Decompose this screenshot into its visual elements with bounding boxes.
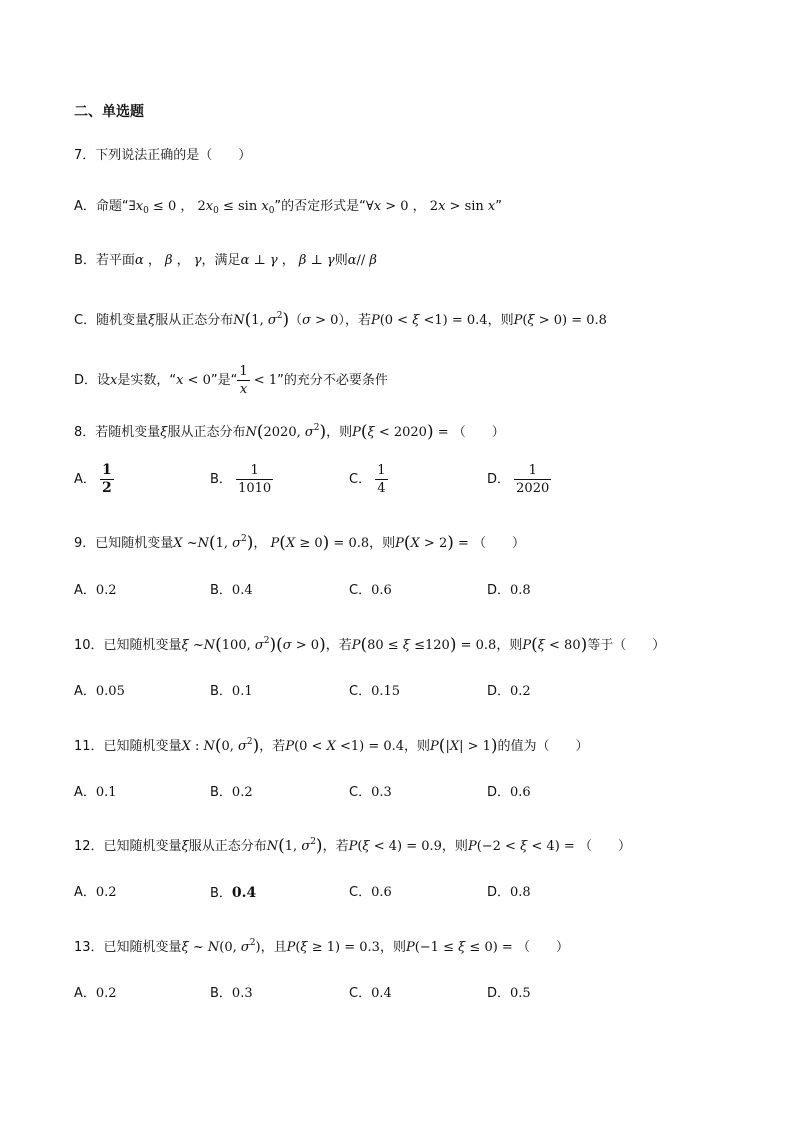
- option-d[interactable]: D．0.8: [487, 885, 531, 900]
- math-expression: N(1, $\sigma^2$): [233, 310, 290, 330]
- math-expression: P(|X| > 1): [430, 736, 498, 756]
- option-d[interactable]: D．0.5: [487, 986, 531, 1001]
- math-fraction: $\frac{1}{x}$: [239, 364, 248, 397]
- option-d[interactable]: D． $\frac{1}{2020}$: [487, 463, 550, 496]
- option-a[interactable]: A．0.2: [74, 986, 117, 1001]
- question-number: 7．: [74, 148, 96, 163]
- option-c[interactable]: C．0.3: [349, 785, 392, 800]
- option-b[interactable]: B．0.3: [210, 986, 253, 1001]
- question-9-stem: 9．已知随机变量X ~N(1, $\sigma^2$)， P(X ≥ 0) = 0.8，则P(X > 2) = （ ）: [74, 533, 526, 553]
- question-text: 下列说法正确的是（ ）: [95, 148, 252, 163]
- math-expression: N(2020, $\sigma^2$): [245, 422, 327, 442]
- math-expression: ξ ~ N(0, $\sigma^2$): [181, 938, 261, 955]
- question-10-stem: 10．已知随机变量ξ ~N(100, $\sigma^2)(\sigma > 0)$，若P(80 ≤ ξ ≤120) = 0.8，则P(ξ < 80)等于（ ）: [74, 635, 666, 655]
- math-fraction: $\frac{1}{4}$: [377, 463, 386, 496]
- math-expression: P(ξ ≥ 1) = 0.3: [286, 940, 380, 955]
- option-a[interactable]: A．0.05: [74, 684, 125, 699]
- option-c[interactable]: C．0.4: [349, 986, 392, 1001]
- question-13-stem: 13．已知随机变量ξ ~ N(0, $\sigma^2$)，且P(ξ ≥ 1) = 0.3，则P(−1 ≤ ξ ≤ 0) = （ ）: [74, 938, 569, 955]
- math-expression: α// β: [347, 253, 377, 268]
- math-expression: P(−1 ≤ ξ ≤ 0) =: [405, 940, 517, 955]
- question-number: 8．: [74, 425, 96, 440]
- math-expression: X ~N(1, $\sigma^2$)， P(X ≥ 0) = 0.8: [173, 533, 370, 553]
- question-7-option-a: A．命题“$\exists x_0 \le 0$ ， $2x_0 \le \sin x_0$”的否定形式是“∀x > 0 ， 2x > sin x”: [74, 199, 503, 216]
- option-a[interactable]: A．0.2: [74, 885, 117, 900]
- math-expression: ∀x > 0 ， 2x > sin x: [365, 199, 496, 214]
- math-expression: P(ξ < 4) = 0.9: [348, 839, 442, 854]
- question-7-option-c: C．随机变量ξ服从正态分布N(1, $\sigma^2)(\sigma > 0)$，若P(0 < ξ <1) = 0.4，则P(ξ > 0) = 0.8: [74, 310, 607, 330]
- option-c[interactable]: C．0.15: [349, 684, 401, 699]
- math-expression: N(1, $\sigma^2$): [266, 836, 323, 856]
- option-c[interactable]: C． $\frac{1}{4}$: [349, 463, 386, 496]
- option-a[interactable]: A． $\frac{1}{2}$: [74, 462, 112, 496]
- math-expression: P(80 ≤ ξ ≤120) = 0.8: [351, 635, 497, 655]
- option-b[interactable]: B．0.1: [210, 684, 253, 699]
- question-number: 12．: [74, 839, 104, 854]
- question-number: 10．: [74, 638, 104, 653]
- math-expression: P(ξ < 80): [522, 635, 588, 655]
- option-c[interactable]: C．0.6: [349, 885, 392, 900]
- option-a[interactable]: A．0.1: [74, 785, 117, 800]
- option-d[interactable]: D．0.6: [487, 785, 531, 800]
- math-expression: ξ ~N(100, $\sigma^2)(\sigma > 0)$: [181, 635, 326, 655]
- question-number: 13．: [74, 940, 104, 955]
- math-expression: X : N(0, $\sigma^2$): [181, 736, 260, 756]
- option-d[interactable]: D．0.2: [487, 684, 531, 699]
- option-b[interactable]: B．0.4: [210, 885, 257, 901]
- math-expression: x < 0: [176, 373, 211, 388]
- math-fraction: $\frac{1}{2}$: [102, 462, 112, 496]
- question-7-option-b: B．若平面α ， β ， γ，满足α ⊥ γ ， β ⊥ γ则α// β: [74, 253, 377, 268]
- math-expression: P(0 < X <1) = 0.4: [285, 739, 405, 754]
- math-fraction: $\frac{1}{1010}$: [238, 463, 272, 496]
- option-b[interactable]: B．0.4: [210, 583, 253, 598]
- question-11-stem: 11．已知随机变量X : N(0, $\sigma^2$)，若P(0 < X <1) = 0.4，则P(|X| > 1)的值为（ ）: [74, 736, 589, 756]
- math-expression: P(ξ < 2020) =: [352, 422, 453, 442]
- question-8-stem: 8．若随机变量ξ服从正态分布N(2020, $\sigma^2$)，则P(ξ < 2020) = （ ）: [74, 422, 505, 442]
- math-expression: $\exists x_0 \le 0$ ， $2x_0 \le \sin x_0$: [128, 199, 275, 216]
- math-expression: P(X > 2) =: [395, 533, 474, 553]
- math-expression: P(0 < ξ <1) = 0.4: [370, 313, 488, 328]
- math-expression: P(ξ > 0) = 0.8: [513, 313, 607, 328]
- option-d[interactable]: D．0.8: [487, 583, 531, 598]
- question-7-option-d: D．设x是实数，“x < 0”是“ $\frac{1}{x}$ < 1”的充分不必要条件: [74, 364, 388, 397]
- math-fraction: $\frac{1}{2020}$: [516, 463, 550, 496]
- math-expression: α ⊥ γ ， β ⊥ γ: [240, 253, 335, 268]
- question-7-stem: [74, 146, 251, 166]
- option-b[interactable]: B． $\frac{1}{1010}$: [210, 463, 272, 496]
- section-title: 二、单选题: [74, 104, 144, 120]
- option-b[interactable]: B．0.2: [210, 785, 253, 800]
- question-12-stem: 12．已知随机变量ξ服从正态分布N(1, $\sigma^2$)，若P(ξ < 4) = 0.9，则P(−2 < ξ < 4) = （ ）: [74, 836, 631, 856]
- option-c[interactable]: C．0.6: [349, 583, 392, 598]
- math-expression: α: [134, 253, 144, 268]
- question-number: 9．: [74, 536, 96, 551]
- option-a[interactable]: A．0.2: [74, 583, 117, 598]
- question-number: 11．: [74, 739, 104, 754]
- math-expression: P(−2 < ξ < 4) =: [467, 839, 579, 854]
